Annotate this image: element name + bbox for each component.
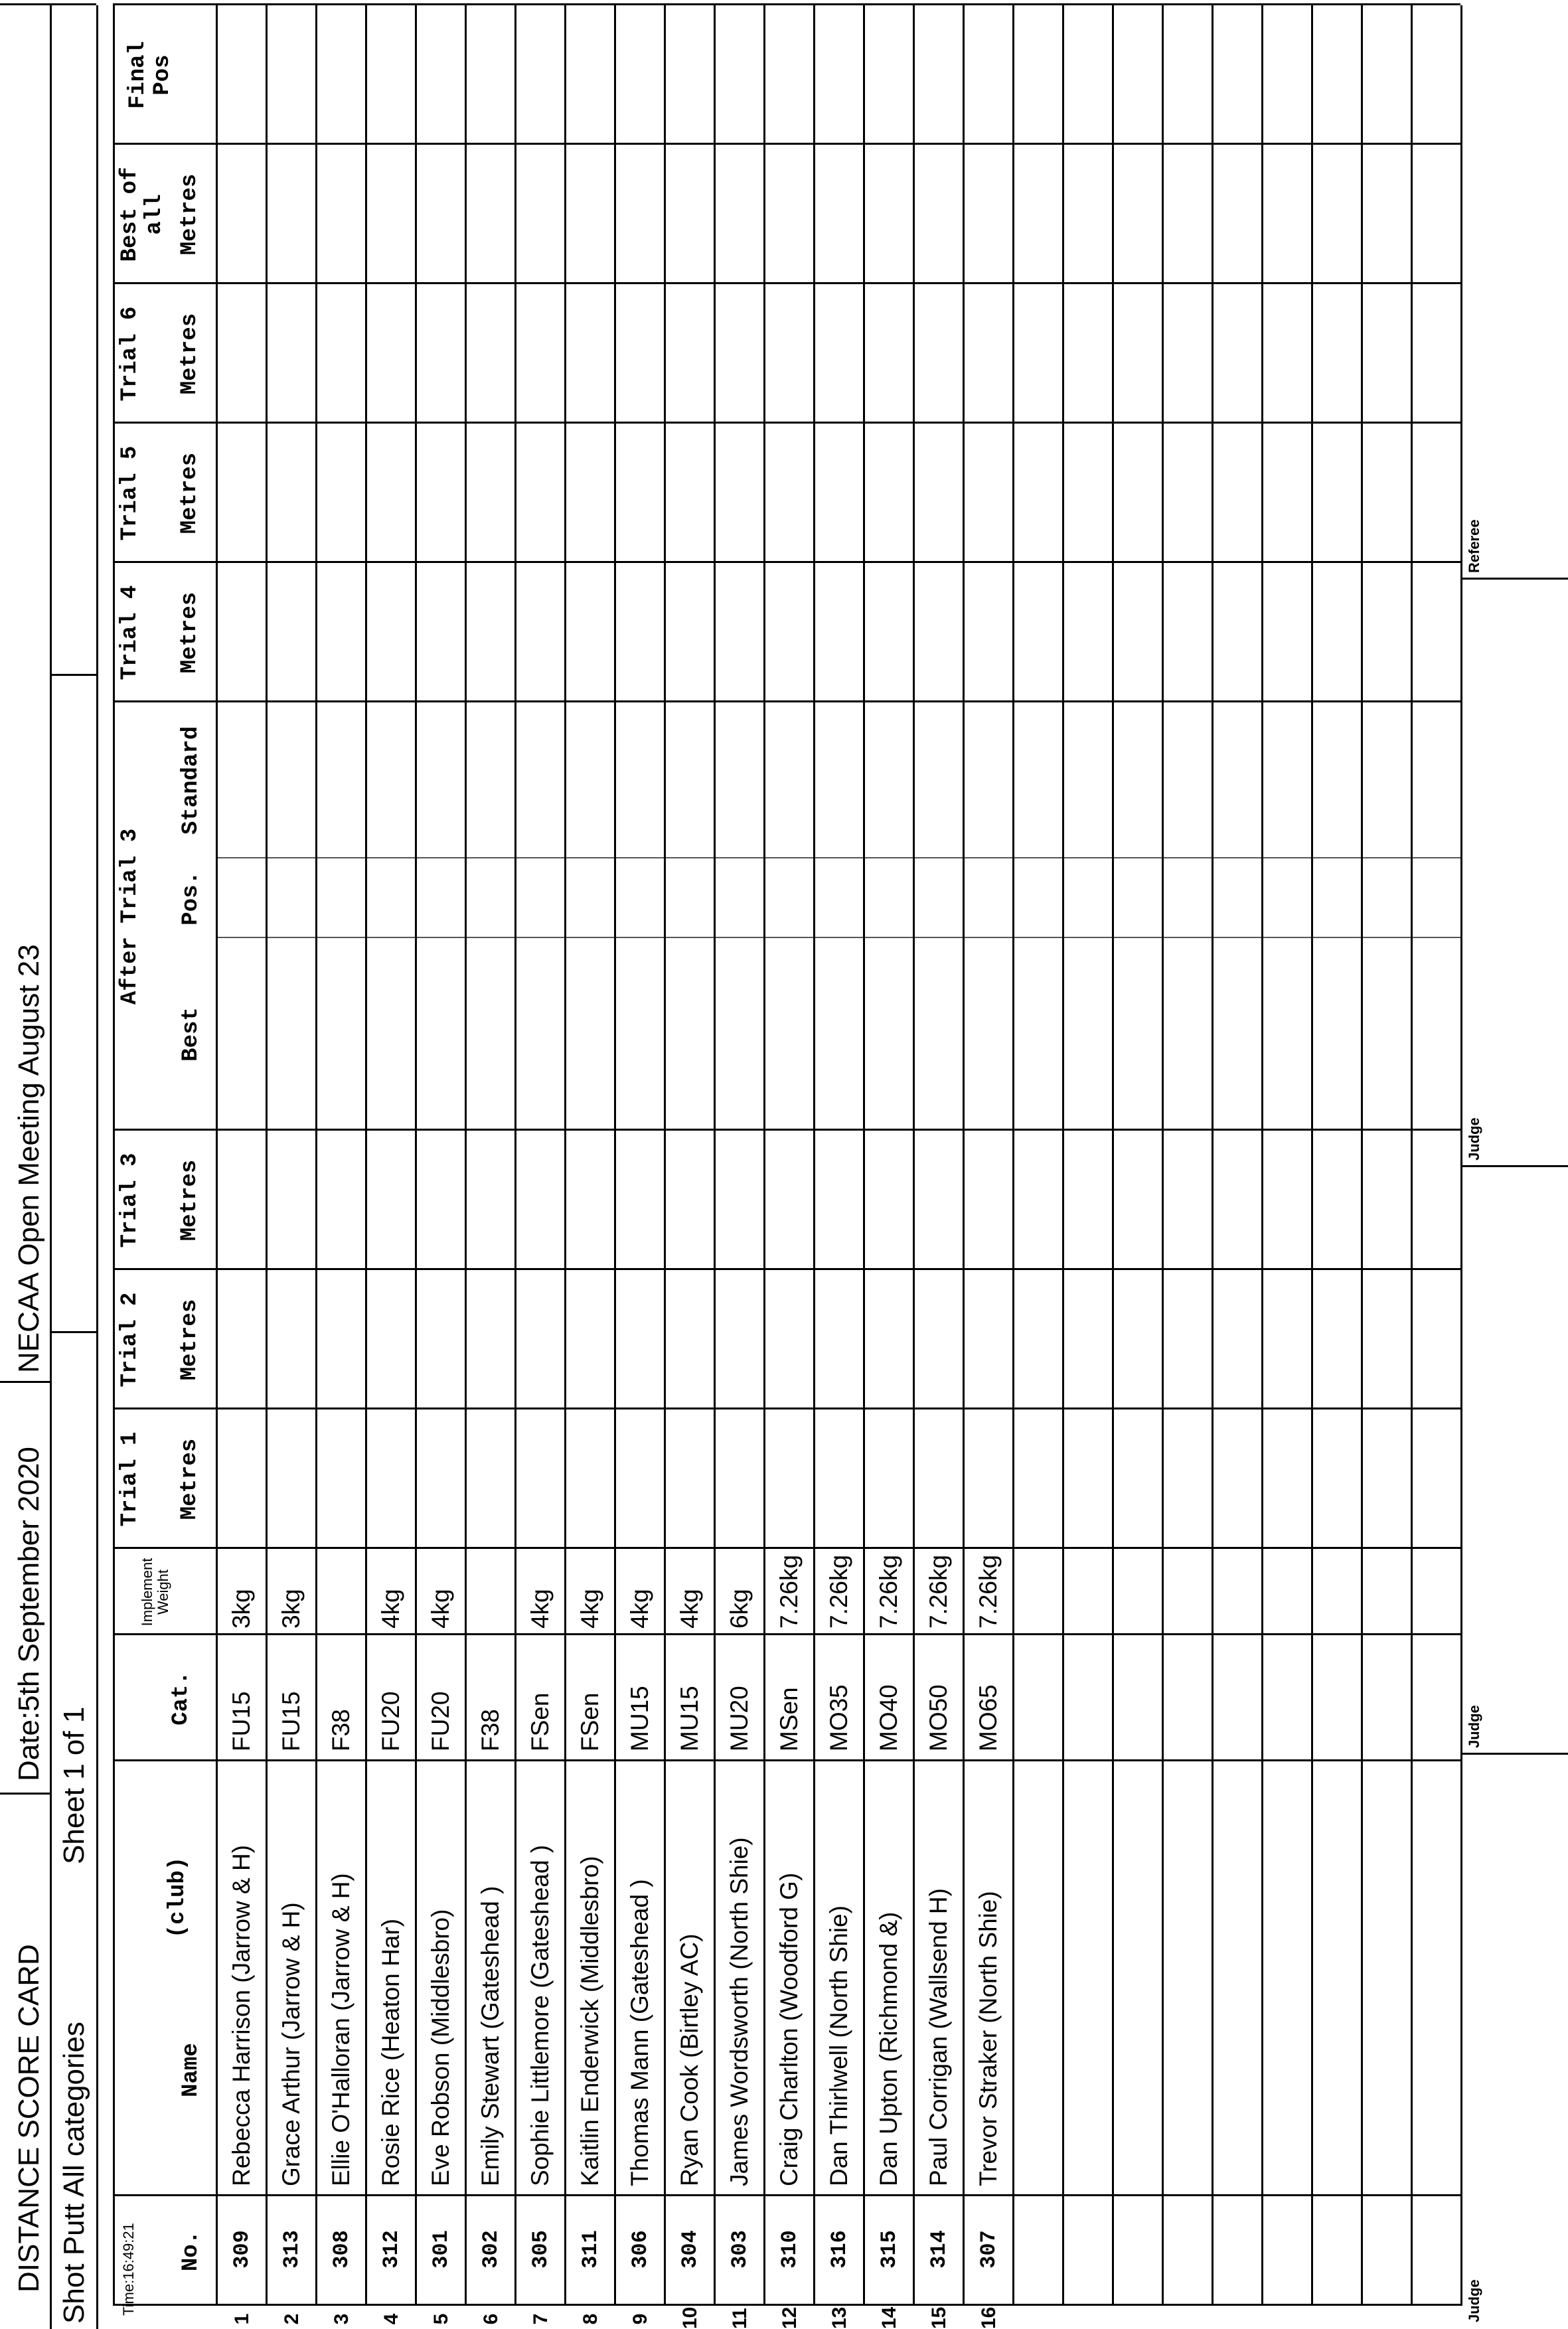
row-implement-weight: 7.26kg (825, 1554, 852, 1629)
row-line-number: 14 (878, 2306, 900, 2329)
sig-sep-2 (1460, 1165, 1568, 1167)
sig-sep-3 (1460, 578, 1568, 580)
row-line (714, 5, 716, 2306)
table-bottom (1460, 5, 1462, 2306)
row-category: MU20 (726, 1686, 753, 1751)
row-line-number: 8 (580, 2313, 601, 2325)
row-competitor-name: Rebecca Harrison (Jarrow & H) (228, 1844, 255, 2186)
row-line (315, 5, 317, 2306)
row-category: FU20 (377, 1691, 404, 1751)
judge-signature-1: Judge (1466, 2279, 1482, 2322)
col-header-cat: Cat. (169, 1671, 194, 1726)
col-header-best-of-all-unit: Metres (177, 173, 202, 256)
row-implement-weight: 3kg (277, 1589, 305, 1629)
col-header-trial3-unit: Metres (177, 1159, 202, 1242)
col-line-after-standard (216, 857, 1460, 858)
row-competitor-name: Eve Robson (Middlesbro) (427, 1909, 454, 2186)
row-line (664, 5, 666, 2306)
col-header-after-pos: Pos. (179, 871, 204, 925)
row-line-number: 10 (679, 2306, 701, 2329)
col-line-after-pos (216, 937, 1460, 938)
row-competitor-name: Kaitlin Enderwick (Middlesbro) (576, 1856, 603, 2186)
row-line-number: 9 (629, 2313, 651, 2325)
col-header-club: (club) (165, 1856, 191, 1939)
row-category: FSen (526, 1692, 554, 1751)
row-category: FU15 (228, 1691, 255, 1751)
row-line (913, 5, 915, 2306)
table-top (113, 5, 115, 2306)
header-divider (50, 5, 52, 2329)
row-competitor-name: Dan Thirlwell (North Shie) (825, 1905, 852, 2186)
row-competitor-number: 301 (429, 2230, 453, 2269)
row-line (1212, 5, 1214, 2306)
row-competitor-name: Sophie Littlemore (Gateshead ) (526, 1844, 554, 2186)
row-line (1112, 5, 1114, 2306)
row-competitor-name: Ellie O'Halloran (Jarrow & H) (327, 1873, 354, 2186)
row-competitor-number: 310 (777, 2230, 802, 2269)
row-competitor-name: Rosie Rice (Heaton Har) (377, 1918, 404, 2186)
row-category: MO65 (975, 1684, 1002, 1751)
row-implement-weight: 6kg (726, 1589, 753, 1629)
row-category: F38 (327, 1709, 354, 1751)
row-implement-weight: 7.26kg (875, 1554, 902, 1629)
row-category: FSen (576, 1692, 603, 1751)
header-row-bottom (216, 5, 218, 2306)
col-header-best-of-all: Best of all (118, 167, 168, 262)
col-header-trial6: Trial 6 (118, 306, 143, 402)
row-line (614, 5, 616, 2306)
row-category: MU15 (626, 1686, 653, 1751)
row-category: MO35 (825, 1684, 852, 1751)
row-line (564, 5, 566, 2306)
event-name: Shot Putt All categories (58, 2022, 90, 2324)
row-line (465, 5, 467, 2306)
row-competitor-name: Dan Upton (Richmond &) (875, 1911, 902, 2186)
row-line (813, 5, 815, 2306)
row-competitor-number: 304 (678, 2230, 702, 2269)
row-category: F38 (477, 1709, 504, 1751)
header-right-edge (0, 3, 96, 5)
row-category: FU20 (427, 1691, 454, 1751)
row-category: MU15 (676, 1686, 703, 1751)
judge-signature-2: Judge (1466, 1705, 1482, 1748)
row-line-number: 7 (530, 2313, 552, 2325)
row-line (963, 5, 965, 2306)
row-category: MSen (775, 1687, 803, 1751)
col-header-trial4: Trial 4 (118, 585, 143, 681)
row-competitor-number: 302 (479, 2230, 503, 2269)
row-line-number: 15 (928, 2306, 950, 2329)
row-competitor-number: 311 (578, 2230, 603, 2269)
header-sep-4 (50, 674, 96, 676)
row-line-number: 12 (779, 2306, 801, 2329)
row-line (1062, 5, 1064, 2306)
col-header-trial1: Trial 1 (118, 1431, 143, 1527)
row-line (365, 5, 367, 2306)
col-header-trial5-unit: Metres (177, 452, 202, 534)
row-line-number: 13 (828, 2306, 850, 2329)
row-line-number: 16 (978, 2306, 1000, 2329)
row-line-number: 3 (331, 2313, 353, 2325)
row-implement-weight: 4kg (576, 1589, 603, 1629)
col-header-trial3: Trial 3 (118, 1153, 143, 1248)
col-header-trial1-unit: Metres (177, 1438, 202, 1520)
row-competitor-name: Paul Corrigan (Wallsend H) (925, 1888, 952, 2186)
row-competitor-number: 309 (230, 2230, 254, 2269)
row-competitor-name: Emily Stewart (Gateshead ) (477, 1886, 504, 2186)
row-line-number: 6 (480, 2313, 502, 2325)
meeting-name: NECAA Open Meeting August 23 (13, 944, 45, 1373)
row-competitor-number: 305 (528, 2230, 553, 2269)
row-line-number: 5 (430, 2313, 452, 2325)
col-header-name: Name (179, 2043, 204, 2097)
row-competitor-number: 312 (379, 2230, 404, 2269)
row-competitor-name: Craig Charlton (Woodford G) (775, 1872, 803, 2186)
row-implement-weight: 7.26kg (775, 1554, 803, 1629)
row-implement-weight: 4kg (626, 1589, 653, 1629)
sig-sep-1 (1460, 1753, 1568, 1755)
header-sep-3 (50, 1331, 96, 1333)
row-line-number: 1 (231, 2313, 253, 2325)
col-header-trial6-unit: Metres (177, 313, 202, 395)
row-line (1012, 5, 1014, 2306)
row-line (1411, 5, 1413, 2306)
row-competitor-number: 316 (827, 2230, 852, 2269)
row-line (1162, 5, 1164, 2306)
row-competitor-number: 307 (977, 2230, 1001, 2269)
row-implement-weight: 4kg (427, 1589, 454, 1629)
row-line (514, 5, 516, 2306)
row-implement-weight: 7.26kg (925, 1554, 952, 1629)
row-implement-weight: 4kg (377, 1589, 404, 1629)
row-line-number: 11 (729, 2308, 751, 2329)
col-header-implement-weight: Implement Weight (139, 1558, 172, 1627)
col-header-after-standard: Standard (179, 726, 204, 835)
row-competitor-number: 308 (329, 2230, 354, 2269)
date-label: Date:5th September 2020 (13, 1447, 45, 1781)
row-line (1261, 5, 1263, 2306)
col-header-final-pos: Final Pos (125, 40, 176, 110)
row-line (266, 5, 268, 2306)
row-competitor-name: Trevor Straker (North Shie) (975, 1891, 1002, 2186)
row-competitor-number: 314 (927, 2230, 951, 2269)
row-competitor-name: Ryan Cook (Birtley AC) (676, 1933, 703, 2186)
sheet-number: Sheet 1 of 1 (58, 1706, 90, 1864)
row-implement-weight: 7.26kg (975, 1554, 1002, 1629)
row-line (863, 5, 865, 2306)
col-header-after-best: Best (179, 1007, 204, 1062)
col-header-trial2: Trial 2 (118, 1292, 143, 1388)
header-sep-2 (0, 1381, 50, 1383)
row-competitor-number: 306 (628, 2230, 653, 2269)
header-sep-1 (0, 1793, 50, 1795)
referee-signature: Referee (1466, 519, 1482, 573)
judge-signature-3: Judge (1466, 1117, 1482, 1161)
row-competitor-name: Thomas Mann (Gateshead ) (626, 1879, 653, 2186)
col-header-trial4-unit: Metres (177, 592, 202, 674)
row-implement-weight: 4kg (676, 1589, 703, 1629)
print-time: Time:16:49:21 (120, 2223, 137, 2316)
row-category: MO50 (925, 1684, 952, 1751)
col-header-after-trial3: After Trial 3 (118, 828, 143, 1005)
row-category: MO40 (875, 1684, 902, 1751)
col-header-trial5: Trial 5 (118, 445, 143, 541)
row-competitor-number: 313 (279, 2230, 304, 2269)
card-title: DISTANCE SCORE CARD (13, 1944, 45, 2292)
row-competitor-name: James Wordsworth (North Shie) (726, 1837, 753, 2186)
row-category: FU15 (277, 1691, 305, 1751)
row-line-number: 4 (380, 2313, 402, 2325)
row-competitor-number: 303 (728, 2230, 752, 2269)
row-line (415, 5, 417, 2306)
row-line-number: 2 (281, 2313, 303, 2325)
header-bottom-line (96, 5, 98, 2329)
col-header-no: No. (179, 2230, 204, 2272)
row-line (1311, 5, 1313, 2306)
row-line (1361, 5, 1363, 2306)
row-implement-weight: 4kg (526, 1589, 554, 1629)
row-competitor-name: Grace Arthur (Jarrow & H) (277, 1902, 305, 2186)
row-competitor-number: 315 (877, 2230, 902, 2269)
row-line (763, 5, 765, 2306)
col-header-trial2-unit: Metres (177, 1299, 202, 1381)
row-implement-weight: 3kg (228, 1589, 255, 1629)
